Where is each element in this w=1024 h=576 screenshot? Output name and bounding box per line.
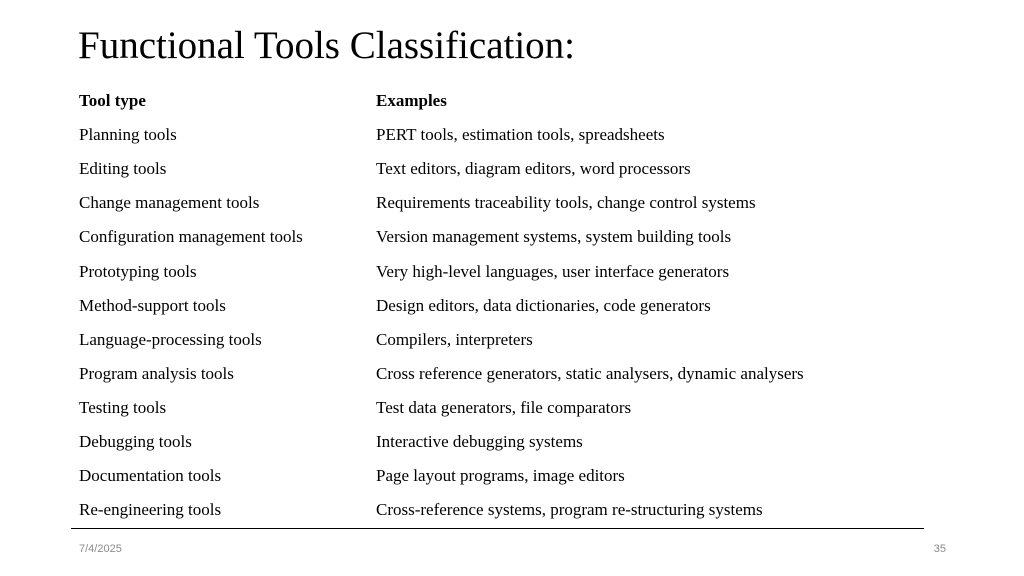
tool-type-cell: Language-processing tools — [79, 329, 262, 349]
tool-type-cell: Change management tools — [79, 193, 260, 213]
tool-type-cell: Method-support tools — [79, 295, 226, 315]
tool-type-cell: Re-engineering tools — [79, 500, 222, 520]
table-row — [79, 289, 939, 323]
examples-cell: Cross-reference systems, program re-structuring systems — [376, 500, 763, 520]
examples-cell: PERT tools, estimation tools, spreadsheets — [376, 125, 665, 145]
table-header-row — [79, 84, 939, 118]
table-row — [79, 357, 939, 391]
examples-cell: Test data generators, file comparators — [376, 397, 632, 417]
tool-type-cell: Planning tools — [79, 125, 177, 145]
table-row — [79, 220, 939, 254]
table-row — [79, 254, 939, 288]
header-tool-type: Tool type — [79, 91, 146, 111]
tool-type-cell: Program analysis tools — [79, 363, 234, 383]
table-row — [79, 323, 939, 357]
table-row — [79, 459, 939, 493]
table-row — [79, 391, 939, 425]
examples-cell: Compilers, interpreters — [376, 329, 533, 349]
examples-cell: Requirements traceability tools, change control systems — [376, 193, 756, 213]
header-examples: Examples — [376, 91, 447, 111]
tool-type-cell: Testing tools — [79, 397, 167, 417]
table-bottom-rule — [71, 528, 924, 529]
tool-type-cell: Configuration management tools — [79, 227, 303, 247]
examples-cell: Design editors, data dictionaries, code generators — [376, 295, 711, 315]
examples-cell: Very high-level languages, user interface generators — [376, 261, 730, 281]
tool-type-cell: Editing tools — [79, 159, 167, 179]
table-row — [79, 493, 939, 527]
tool-type-cell: Prototyping tools — [79, 261, 197, 281]
footer-date: 7/4/2025 — [79, 543, 122, 555]
table-row — [79, 425, 939, 459]
slide-title: Functional Tools Classification: — [78, 24, 576, 67]
examples-cell: Page layout programs, image editors — [376, 466, 625, 486]
examples-cell: Cross reference generators, static analysers, dynamic analysers — [376, 363, 804, 383]
footer-page-number: 35 — [933, 543, 946, 555]
table-row — [79, 186, 939, 220]
examples-cell: Text editors, diagram editors, word processors — [376, 159, 691, 179]
examples-cell: Version management systems, system building tools — [376, 227, 732, 247]
tool-classification-table — [79, 84, 939, 527]
tool-type-cell: Debugging tools — [79, 431, 192, 451]
tool-type-cell: Documentation tools — [79, 466, 222, 486]
examples-cell: Interactive debugging systems — [376, 431, 583, 451]
table-row — [79, 118, 939, 152]
table-row — [79, 152, 939, 186]
